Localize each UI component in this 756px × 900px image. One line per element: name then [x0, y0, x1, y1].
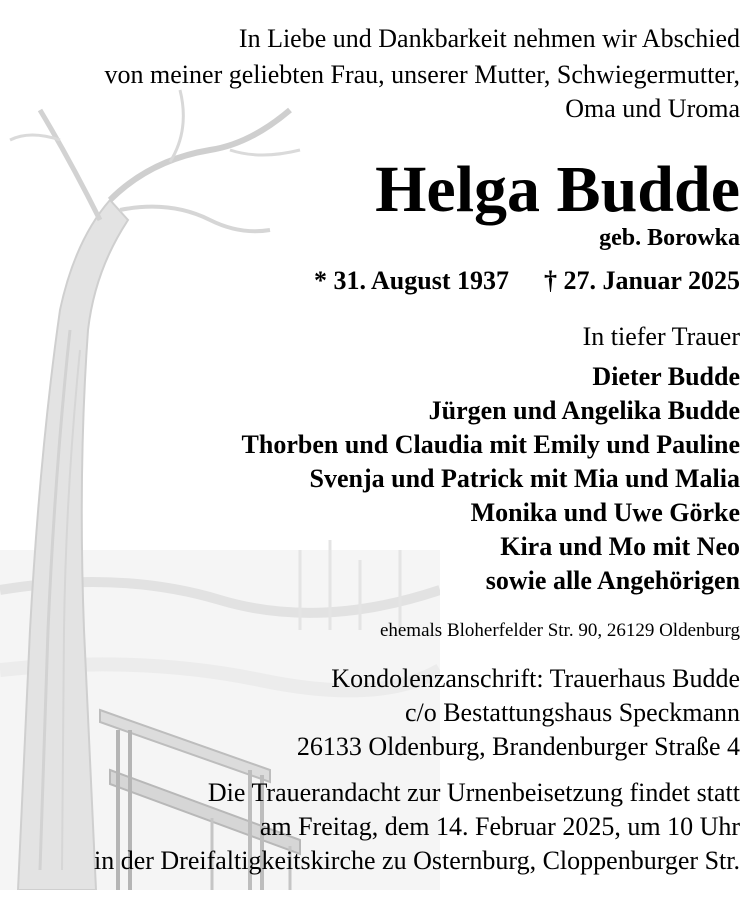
mourner-line: Jürgen und Angelika Budde — [428, 396, 740, 425]
condolence-line: 26133 Oldenburg, Brandenburger Straße 4 — [296, 732, 740, 761]
intro-line: In Liebe und Dankbarkeit nehmen wir Abschied — [238, 24, 740, 53]
deceased-name: Helga Budde — [375, 153, 740, 226]
mourner-line: Kira und Mo mit Neo — [500, 532, 740, 561]
birth-date: * 31. August 1937 — [313, 266, 509, 295]
maiden-name: geb. Borowka — [599, 225, 740, 251]
mourner-line: sowie alle Angehörigen — [485, 566, 740, 595]
intro-line: von meiner geliebten Frau, unserer Mutter, Schwiegermutter, — [104, 60, 740, 89]
death-date: † 27. Januar 2025 — [544, 266, 740, 295]
mourner-line: Svenja und Patrick mit Mia und Malia — [309, 464, 740, 493]
condolence-line: c/o Bestattungshaus Speckmann — [404, 698, 740, 727]
condolence-line: Kondolenzanschrift: Trauerhaus Budde — [331, 664, 740, 693]
intro-line: Oma und Uroma — [565, 94, 740, 123]
service-line: Die Trauerandacht zur Urnenbeisetzung findet statt — [207, 778, 740, 807]
mourner-line: Thorben und Claudia mit Emily und Pauline — [241, 430, 740, 459]
former-address: ehemals Bloherfelder Str. 90, 26129 Oldenburg — [379, 620, 740, 641]
mourner-line: Dieter Budde — [592, 362, 740, 391]
mourning-intro: In tiefer Trauer — [582, 322, 740, 351]
service-line: in der Dreifaltigkeitskirche zu Osternburg, Cloppenburger Str. — [93, 846, 740, 875]
service-line: am Freitag, dem 14. Februar 2025, um 10 Uhr — [259, 812, 740, 841]
life-dates — [314, 266, 740, 296]
mourner-line: Monika und Uwe Görke — [470, 498, 740, 527]
